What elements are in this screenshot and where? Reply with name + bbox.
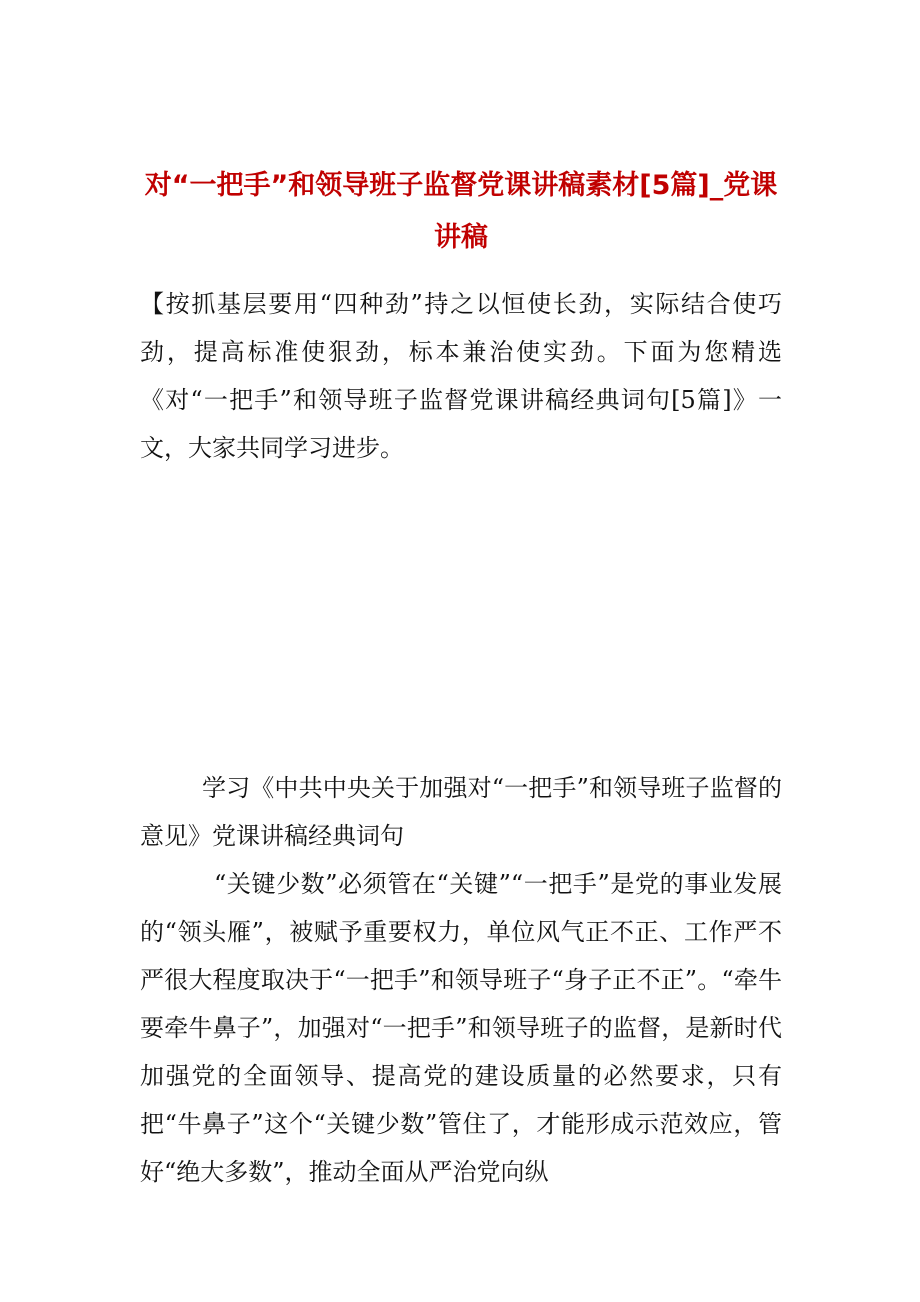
body-paragraph: “关键少数”必须管在“关键”“一把手”是党的事业发展的“领头雁”，被赋予重要权力，单位风气正不正、工作严不严很大程度取决于“一把手”和领导班子“身子正不正”。“牵牛要牵牛鼻子”，加强对“一把手”和领导班子的监督，是新时代加强党的全面领导、提高党的建设质量的必然要求，只有把“牛鼻子”这个“关键少数”管住了，才能形成示范效应，管好“绝大多数”，推动全面从严治党向纵 bbox=[140, 870, 782, 1186]
document-title: 对“一把手”和领导班子监督党课讲稿素材[5篇]_党课讲稿 bbox=[144, 170, 778, 253]
intro-paragraph: 【按抓基层要用“四种劲”持之以恒使长劲，实际结合使巧劲，提高标准使狠劲，标本兼治使实劲。下面为您精选《对“一把手”和领导班子监督党课讲稿经典词句[5篇]》一文，大家共同学习进步。 bbox=[140, 290, 782, 462]
section-subheading: 学习《中共中央关于加强对“一把手”和领导班子监督的意见》党课讲稿经典词句 bbox=[140, 774, 782, 850]
